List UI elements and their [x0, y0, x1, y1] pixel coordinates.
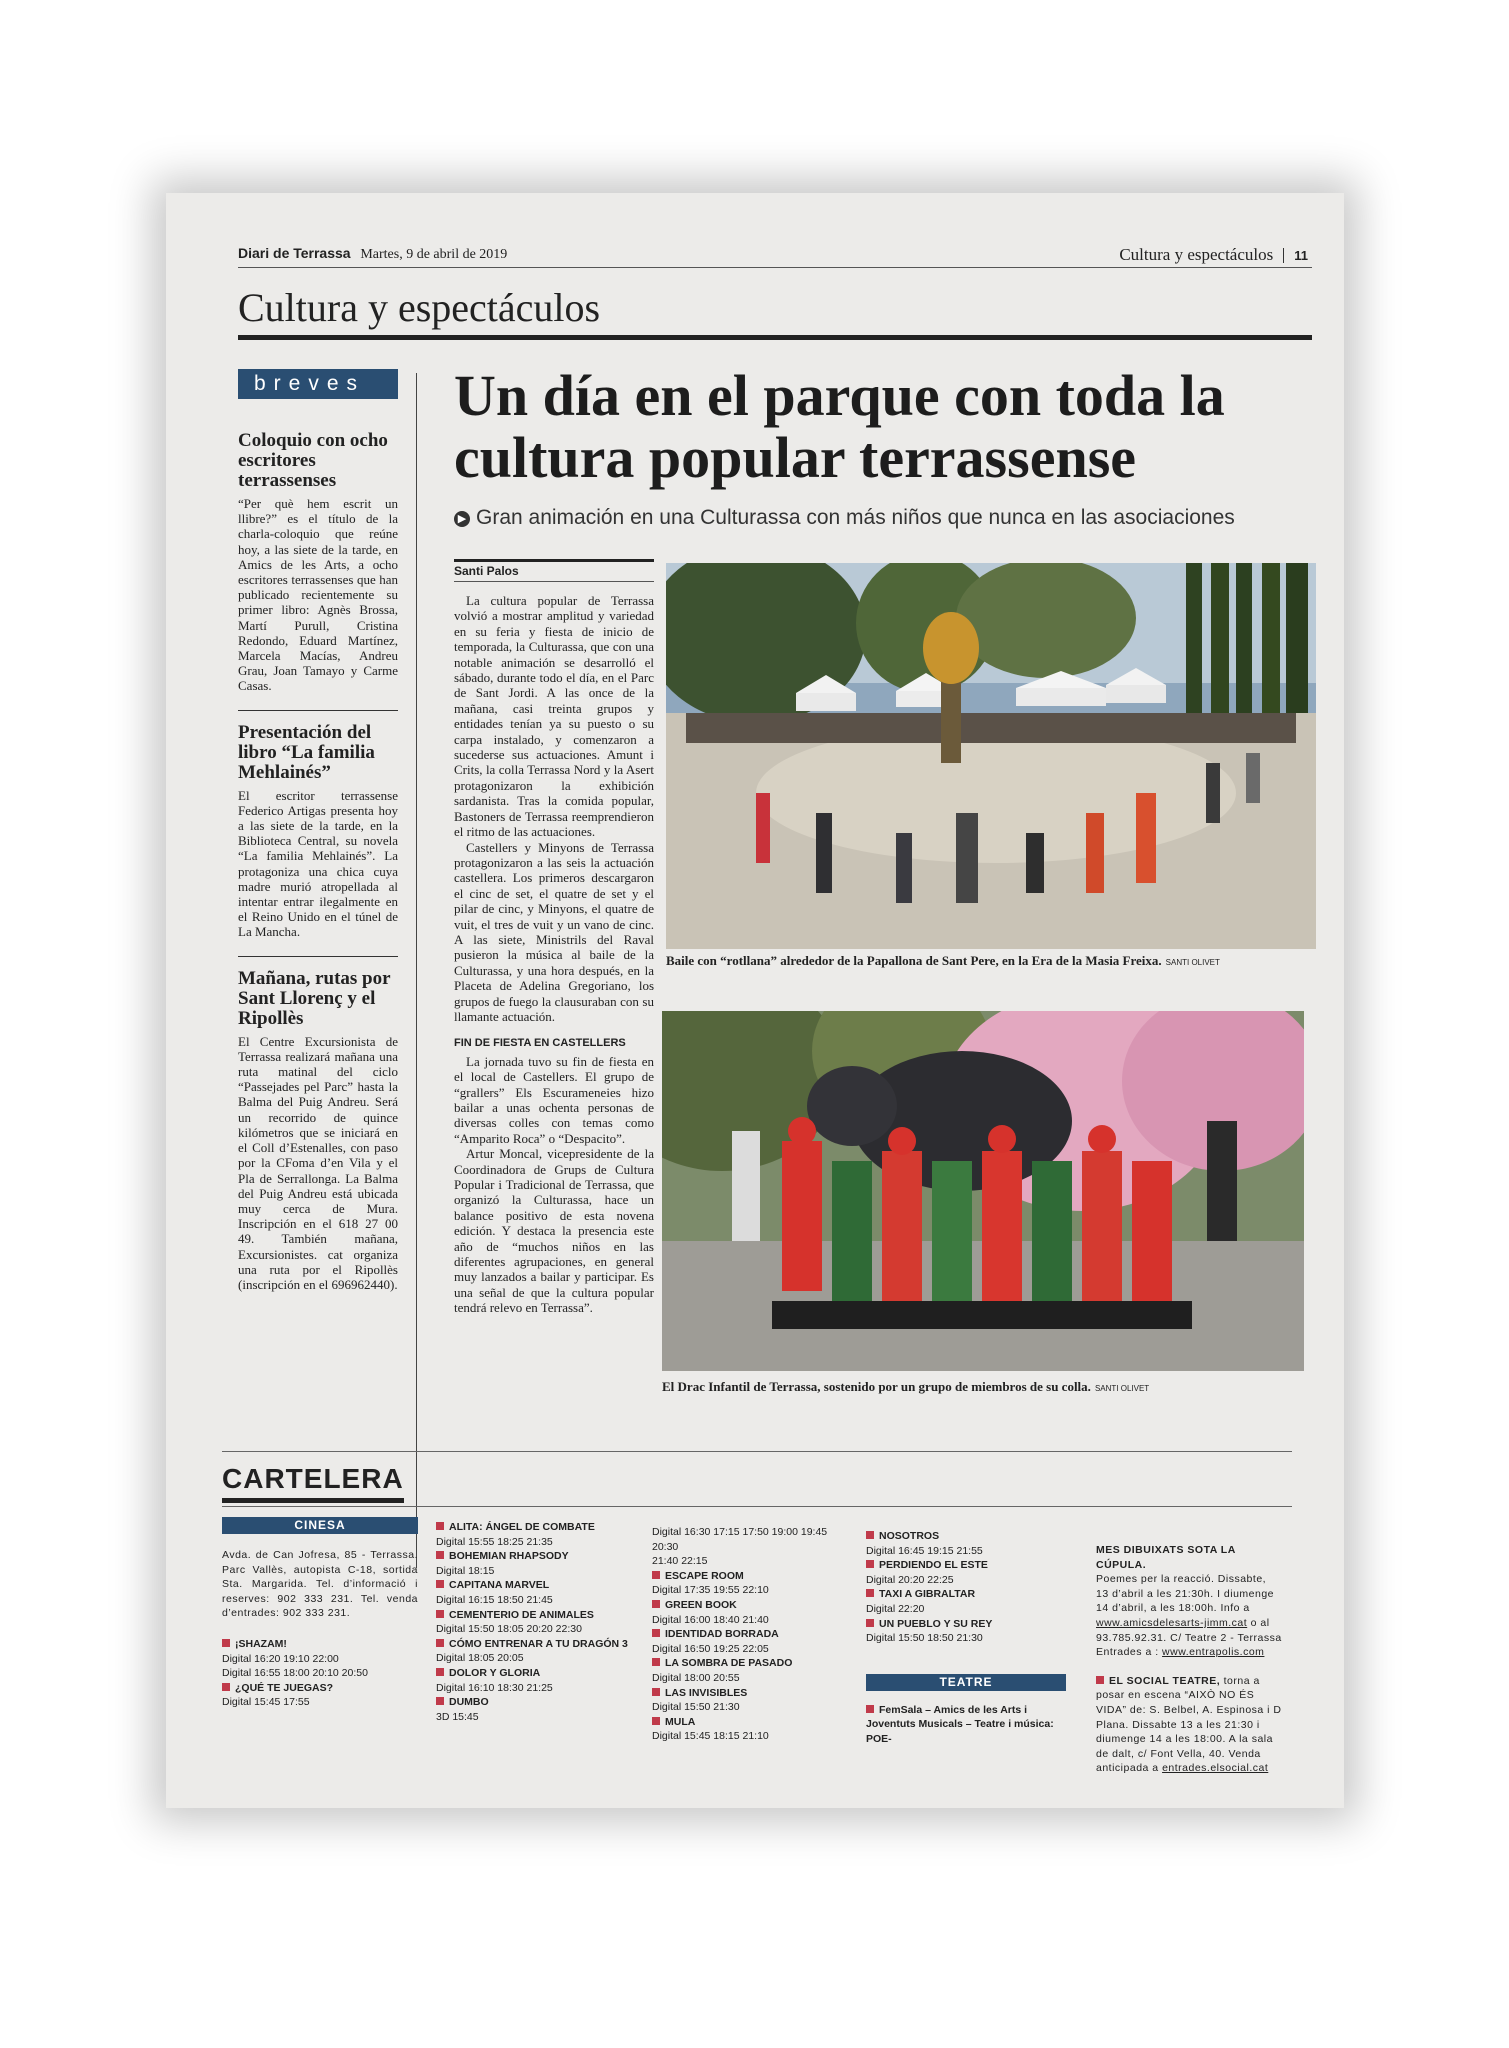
brief-body: “Per què hem escrit un llibre?” es el título de la charla-coloquio que reúne hoy, a las siete de la tarde, en Amics de les Arts, a ocho escritores terrassenses que han publicado recientemente su primer libro: Agnès Brossa, Martí Purull, Cristina Redondo, Eduard Martínez, Marcela Macías, Andreu Grau, Joan Tamayo y Carme Casas.: [238, 496, 398, 694]
teatre-item-title: EL SOCIAL TEATRE,: [1096, 1675, 1220, 1687]
elsocial-link[interactable]: entrades.elsocial.cat: [1162, 1762, 1269, 1775]
photo-credit: SANTI OLIVET: [1094, 1384, 1150, 1393]
film-times: Digital 16:15 18:50 21:45: [436, 1593, 553, 1606]
teatre-text-body: o al 93.785.92.31. C/ Teatre 2 - Terrassa Entrades a :: [1096, 1616, 1282, 1659]
cartelera-top-rule: [222, 1451, 1292, 1452]
film-times: Digital 15:45 18:15 21:10: [652, 1730, 769, 1743]
film-times: Digital 16:50 19:25 22:05: [652, 1642, 769, 1655]
brief-title: Coloquio con ocho escritores terrassenses: [238, 430, 388, 491]
subhead-text: Gran animación en una Culturassa con más niños que nunca en las asociaciones: [476, 506, 1235, 529]
listing-item: [222, 1637, 418, 1681]
teatre-item-text: FemSala – Amics de les Arts i Joventuts Musicals – Teatre i música: POE-: [866, 1703, 1054, 1745]
teatre-item: [866, 1703, 1066, 1747]
brief-item: [238, 969, 398, 1292]
film-title: IDENTIDAD BORRADA: [652, 1627, 852, 1642]
cartelera-col-4: [866, 1529, 1066, 1747]
film-title: BOHEMIAN RHAPSODY: [436, 1549, 636, 1564]
article-paragraph: Artur Moncal, vicepresidente de la Coordinadora de Grups de Cultura Popular i Tradicional de Terrassa, que organizó la Culturassa, hace un balance positivo de esta novena edición. Y destaca la presencia este año de “muchos niños en las diferentes agrupaciones, en general muy lanzados a bailar y participar. Es una señal de que la cultura popular tendrá relevo en Terrassa”.: [454, 1146, 654, 1316]
photo-drac-image: [662, 1011, 1304, 1371]
page-number: 11: [1283, 248, 1308, 263]
brief-item: [238, 431, 398, 694]
publication-date: Martes, 9 de abril de 2019: [360, 247, 508, 262]
photo-drac: [662, 1011, 1304, 1371]
publication-name: Diari de Terrassa: [238, 245, 351, 261]
brief-title: Mañana, rutas por Sant Llorenç y el Ripollès: [238, 967, 391, 1029]
film-title: MULA: [652, 1715, 852, 1730]
film-title: NOSOTROS: [866, 1529, 1066, 1544]
film-times: Digital 15:45 17:55: [222, 1696, 310, 1709]
caption-text: El Drac Infantil de Terrassa, sostenido por un grupo de miembros de su colla.: [662, 1379, 1091, 1394]
film-times: Digital 16:10 18:30 21:25: [436, 1681, 553, 1694]
entrapolis-link[interactable]: www.entrapolis.com: [1162, 1646, 1265, 1659]
listing-item: [222, 1681, 418, 1710]
running-header: [238, 245, 1312, 268]
cinesa-address: Avda. de Can Jofresa, 85 - Terrassa. Parc Vallès, autopista C-18, sortida Sta. Margarida. Tel. d’informació i reserves: 902 333 231. Tel. venda d’entrades: 902 333 231.: [222, 1549, 418, 1620]
film-times: Digital 18:00 20:55: [652, 1671, 740, 1684]
film-title: DOLOR Y GLORIA: [436, 1666, 636, 1681]
brief-divider: [238, 710, 398, 711]
film-times: Digital 15:50 21:30: [652, 1701, 740, 1714]
film-title: UN PUEBLO Y SU REY: [866, 1617, 1066, 1632]
brief-divider: [238, 956, 398, 957]
listing-group: [222, 1637, 418, 1710]
brief-title: Presentación del libro “La familia Mehlainés”: [238, 721, 375, 783]
breves-column: [238, 431, 398, 1292]
film-title: LAS INVISIBLES: [652, 1686, 852, 1701]
teatre-heading: MES DIBUIXATS SOTA LA CÚPULA.: [1096, 1544, 1236, 1571]
photo-rotllana-image: [666, 563, 1316, 949]
film-times: Digital 17:35 19:55 22:10: [652, 1584, 769, 1597]
article-paragraph: Castellers y Minyons de Terrassa protagonizaron a las seis la actuación castellera. Los primeros descargaron el cinc de set, el quatre de set y el pilar de cinc, y Minyons, el quatre de vuit, el tres de vuit y un vano de cinc. A las siete, Ministrils del Raval pusieron la música al baile de la Culturassa, y una hora después, en la Placeta de Adelina Gregoriano, los grupos de fuego la clausuraban con su llamante actuación.: [454, 839, 654, 1024]
film-times: Digital 22:20: [866, 1602, 925, 1615]
cartelera-col-1: [222, 1517, 418, 1710]
film-times: Digital 15:55 18:25 21:35: [436, 1535, 553, 1548]
film-times: Digital 16:45 19:15 21:55: [866, 1544, 983, 1557]
article-paragraph: La cultura popular de Terrassa volvió a mostrar amplitud y variedad en su feria y fiesta de inicio de temporada, la Culturassa, que con una notable animación se desarrolló el sábado, durante todo el día, en el Parc de Sant Jordi. A las once de la mañana, casi treinta grupos y entidades tenían ya su puesto o su carpa instalado, y comenzaron a sucederse sus actuaciones. Amunt i Crits, la colla Terrassa Nord y la Asert protagonizaron la exhibición sardanista. Tras la comida popular, Bastoners de Terrassa reemprendieron el ritmo de las actuaciones.: [454, 593, 654, 840]
film-title: PERDIENDO EL ESTE: [866, 1558, 1066, 1573]
photo-rotllana: [666, 563, 1316, 949]
film-title: LA SOMBRA DE PASADO: [652, 1656, 852, 1671]
film-times: Digital 16:55 18:00 20:10 20:50: [222, 1667, 368, 1680]
arrow-right-icon: ▶: [454, 511, 470, 527]
newspaper-page: [166, 193, 1344, 1808]
teatre-item: [1096, 1674, 1282, 1776]
film-times: Digital 16:20 19:10 22:00: [222, 1652, 339, 1665]
cartelera-title: CARTELERA: [222, 1463, 404, 1503]
film-times: Digital 18:05 20:05: [436, 1652, 524, 1665]
film-title: GREEN BOOK: [652, 1598, 852, 1613]
brief-body: El Centre Excursionista de Terrassa realizará mañana una ruta matinal del ciclo “Passejades pel Parc” hasta la Balma del Puig Andreu. Será un recorrido de quince kilómetros que se iniciará en el Coll d’Estenalles, con paso por la CFoma d’en Vila y el Pla de Serrallonga. La Balma del Puig Andreu está ubicada muy cerca de Mura. Inscripción en el 618 27 00 49. También mañana, Excursionistes. cat organiza una ruta por el Ripollès (inscripción en el 696962440).: [238, 1033, 398, 1292]
cartelera-rule: [222, 1506, 1292, 1507]
brief-item: [238, 723, 398, 940]
article-body: [454, 593, 654, 1316]
film-title: TAXI A GIBRALTAR: [866, 1587, 1066, 1602]
cartelera-col-2: [436, 1520, 636, 1724]
header-section-name: Cultura y espectáculos: [1119, 245, 1274, 264]
film-times: Digital 16:00 18:40 21:40: [652, 1613, 769, 1626]
article-byline: Santi Palos: [454, 559, 654, 582]
film-title: CAPITANA MARVEL: [436, 1578, 636, 1593]
film-title: CEMENTERIO DE ANIMALES: [436, 1608, 636, 1623]
article-paragraph: La jornada tuvo su fin de fiesta en el local de Castellers. El grupo de “grallers” Els Escurameneies hizo bailar a unas ochenta personas de diversas colles con temas como “Amparito Roca” o “Despacito”.: [454, 1053, 654, 1146]
teatre-text: [1096, 1572, 1282, 1660]
film-title: ALITA: ÁNGEL DE COMBATE: [436, 1520, 636, 1535]
film-title: ESCAPE ROOM: [652, 1569, 852, 1584]
film-times: 21:40 22:15: [652, 1555, 708, 1568]
brief-body: El escritor terrassense Federico Artigas presenta hoy a las siete de la tarde, en la Biblioteca Central, su novela “La familia Mehlainés”. La protagoniza una chica cuya madre murió atropellada al intentar entrar ilegalmente en el Reino Unido en el túnel de La Mancha.: [238, 787, 398, 940]
column-rule: [416, 373, 417, 1568]
film-title: ¡SHAZAM!: [222, 1637, 418, 1652]
teatre-text-body: Poemes per la reacció. Dissabte, 13 d’abril a les 21:30h. I diumenge 14 d’abril, a les 18:00h. Info a: [1096, 1573, 1275, 1615]
section-title: Cultura y espectáculos: [238, 285, 1312, 340]
cartelera-col-3: [652, 1525, 852, 1744]
cinesa-bar: CINESA: [222, 1517, 418, 1534]
film-title: DUMBO: [436, 1695, 636, 1710]
photo-rotllana-caption: [666, 953, 1316, 969]
breves-tag: breves: [238, 369, 398, 399]
film-times: Digital 15:50 18:50 21:30: [866, 1632, 983, 1645]
cartelera-col-5: [1096, 1543, 1282, 1776]
article-subsection-title: FIN DE FIESTA EN CASTELLERS: [454, 1037, 626, 1050]
teatre-bar: TEATRE: [866, 1674, 1066, 1691]
article-headline: Un día en el parque con toda la cultura popular terrassense: [454, 363, 1225, 490]
film-times: 3D 15:45: [436, 1710, 479, 1723]
photo-drac-caption: [662, 1379, 1304, 1395]
article-subhead: [454, 506, 1304, 530]
film-times: Digital 15:50 18:05 20:20 22:30: [436, 1623, 582, 1636]
film-title: ¿QUÉ TE JUEGAS?: [222, 1681, 418, 1696]
caption-text: Baile con “rotllana” alrededor de la Papallona de Sant Pere, en la Era de la Masia Freixa.: [666, 953, 1162, 968]
film-times: Digital 18:15: [436, 1564, 495, 1577]
photo-credit: SANTI OLIVET: [1165, 958, 1220, 967]
film-times: Digital 20:20 22:25: [866, 1573, 954, 1586]
film-times: Digital 16:30 17:15 17:50 19:00 19:45 20:30: [652, 1526, 828, 1553]
teatre-item-text: torna a posar en escena “AIXÒ NO ÉS VIDA” de: S. Belbel, A. Espinosa i D Plana. Dissabte 13 a les 21:30 i diumenge 14 a les 18:00. A la sala de dalt, c/ Font Vella, 40. Venda anticipada a: [1096, 1674, 1282, 1775]
amics-link[interactable]: www.amicsdelesarts-jimm.cat: [1096, 1616, 1248, 1629]
film-title: CÓMO ENTRENAR A TU DRAGÓN 3: [436, 1637, 636, 1652]
header-section: [1119, 245, 1308, 265]
listing-group: [866, 1529, 1066, 1646]
